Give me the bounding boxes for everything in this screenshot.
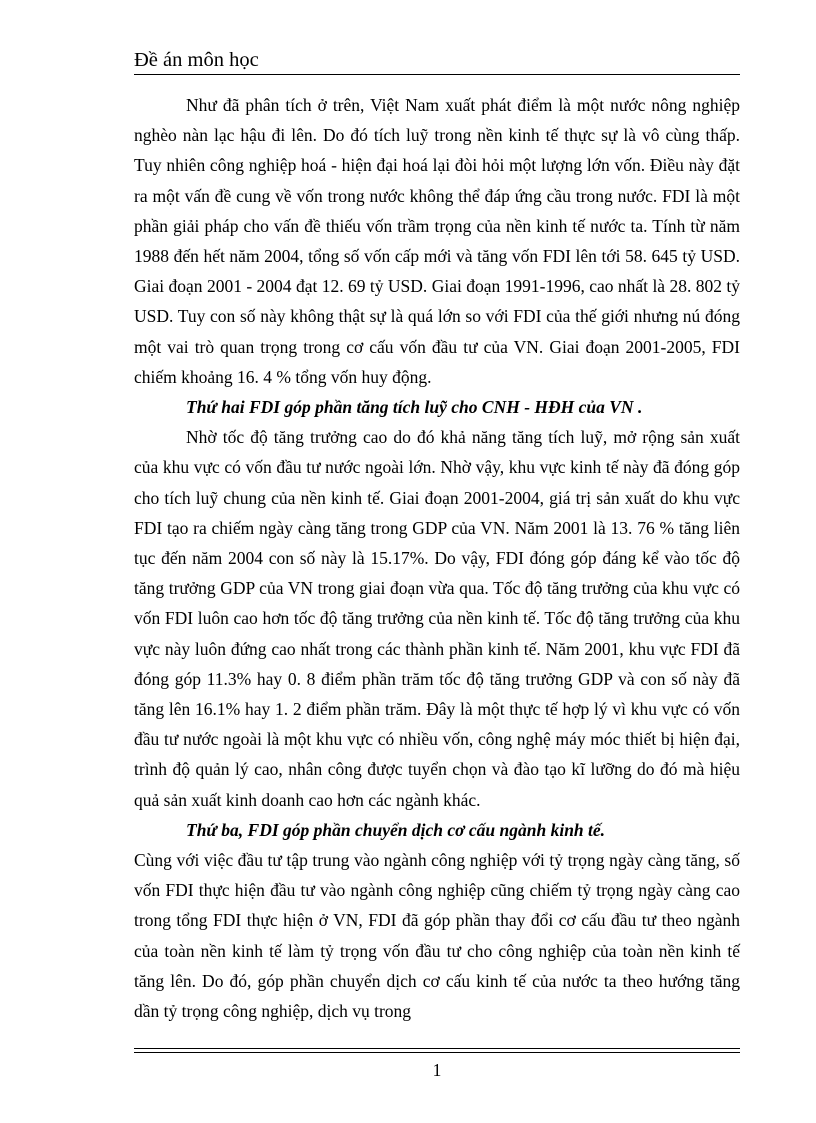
paragraph-growth-contribution: Nhờ tốc độ tăng trưởng cao do đó khả năng tăng tích luỹ, mở rộng sản xuất của khu vực có vốn đầu tư nước ngoài lớn. Nhờ vậy, khu vực kinh tế này đã đóng góp cho tích luỹ chung của nền kinh tế. Giai đoạn 2001-2004, giá trị sản xuất do khu vực FDI tạo ra chiếm ngày càng tăng trong GDP của VN. Năm 2001 là 13. 76 % tăng liên tục đến năm 2004 con số này là 15.17%. Do vậy, FDI đóng góp đáng kể vào tốc độ tăng trưởng GDP của VN trong giai đoạn vừa qua. Tốc độ tăng trưởng của khu vực có vốn FDI luôn cao hơn tốc độ tăng trưởng của nền kinh tế. Tốc độ tăng trưởng của khu vực này luôn đứng cao nhất trong các thành phần kinh tế. Năm 2001, khu vực FDI đã đóng góp 11.3% hay 0. 8 điểm phần trăm tốc độ tăng trưởng GDP và con số này đã tăng lên 16.1% hay 1. 2 điểm phần trăm. Đây là một thực tế hợp lý vì khu vực có vốn đầu tư nước ngoài là một khu vực có nhiều vốn, công nghệ máy móc thiết bị hiện đại, trình độ quản lý cao, nhân công được tuyển chọn và đào tạo kĩ lưỡng do đó mà hiệu quả sản xuất kinh doanh cao hơn các ngành khác. [134, 427, 740, 810]
header-divider [134, 74, 740, 75]
footer-divider [134, 1048, 740, 1053]
document-body [134, 90, 740, 1026]
subheading-second-point: Thứ hai FDI góp phần tăng tích luỹ cho CNH - HĐH của VN . [186, 397, 643, 418]
subheading-third-point: Thứ ba, FDI góp phần chuyển dịch cơ cấu ngành kinh tế. [186, 819, 606, 840]
paragraph-capital-accumulation-intro: Như đã phân tích ở trên, Việt Nam xuất phát điểm là một nước nông nghiệp nghèo nàn lạc hậu đi lên. Do đó tích luỹ trong nền kinh tế thực sự là vô cùng thấp. Tuy nhiên công nghiệp hoá - hiện đại hoá lại đòi hỏi một lượng lớn vốn. Điều này đặt ra một vấn đề cung về vốn trong nước không thể đáp ứng cầu trong nước. FDI là một phần giải pháp cho vấn đề thiếu vốn trầm trọng của nền kinh tế nước ta. Tính từ năm 1988 đến hết năm 2004, tổng số vốn cấp mới và tăng vốn FDI lên tới 58. 645 tỷ USD. Giai đoạn 2001 - 2004 đạt 12. 69 tỷ USD. Giai đoạn 1991-1996, cao nhất là 28. 802 tỷ USD. Tuy con số này không thật sự là quá lớn so với FDI của thế giới nhưng nú đóng một vai trò quan trọng trong cơ cấu vốn đầu tư của VN. Giai đoạn 2001-2005, FDI chiếm khoảng 16. 4 % tổng vốn huy động. [134, 95, 740, 387]
page-number: 1 [432, 1060, 442, 1080]
paragraph-structural-shift: Cùng với việc đầu tư tập trung vào ngành công nghiệp với tỷ trọng ngày càng tăng, số vốn FDI thực hiện đầu tư vào ngành công nghiệp cũng chiếm tỷ trọng ngày càng cao trong tổng FDI thực hiện ở VN, FDI đã góp phần thay đổi cơ cấu đầu tư theo ngành của toàn nền kinh tế làm tỷ trọng vốn đầu tư cho công nghiệp của toàn nền kinh tế tăng lên. Do đó, góp phần chuyển dịch cơ cấu kinh tế của nước ta theo hướng tăng dần tỷ trọng công nghiệp, dịch vụ trong [134, 850, 740, 1022]
running-header-title: Đề án môn học [134, 49, 259, 71]
